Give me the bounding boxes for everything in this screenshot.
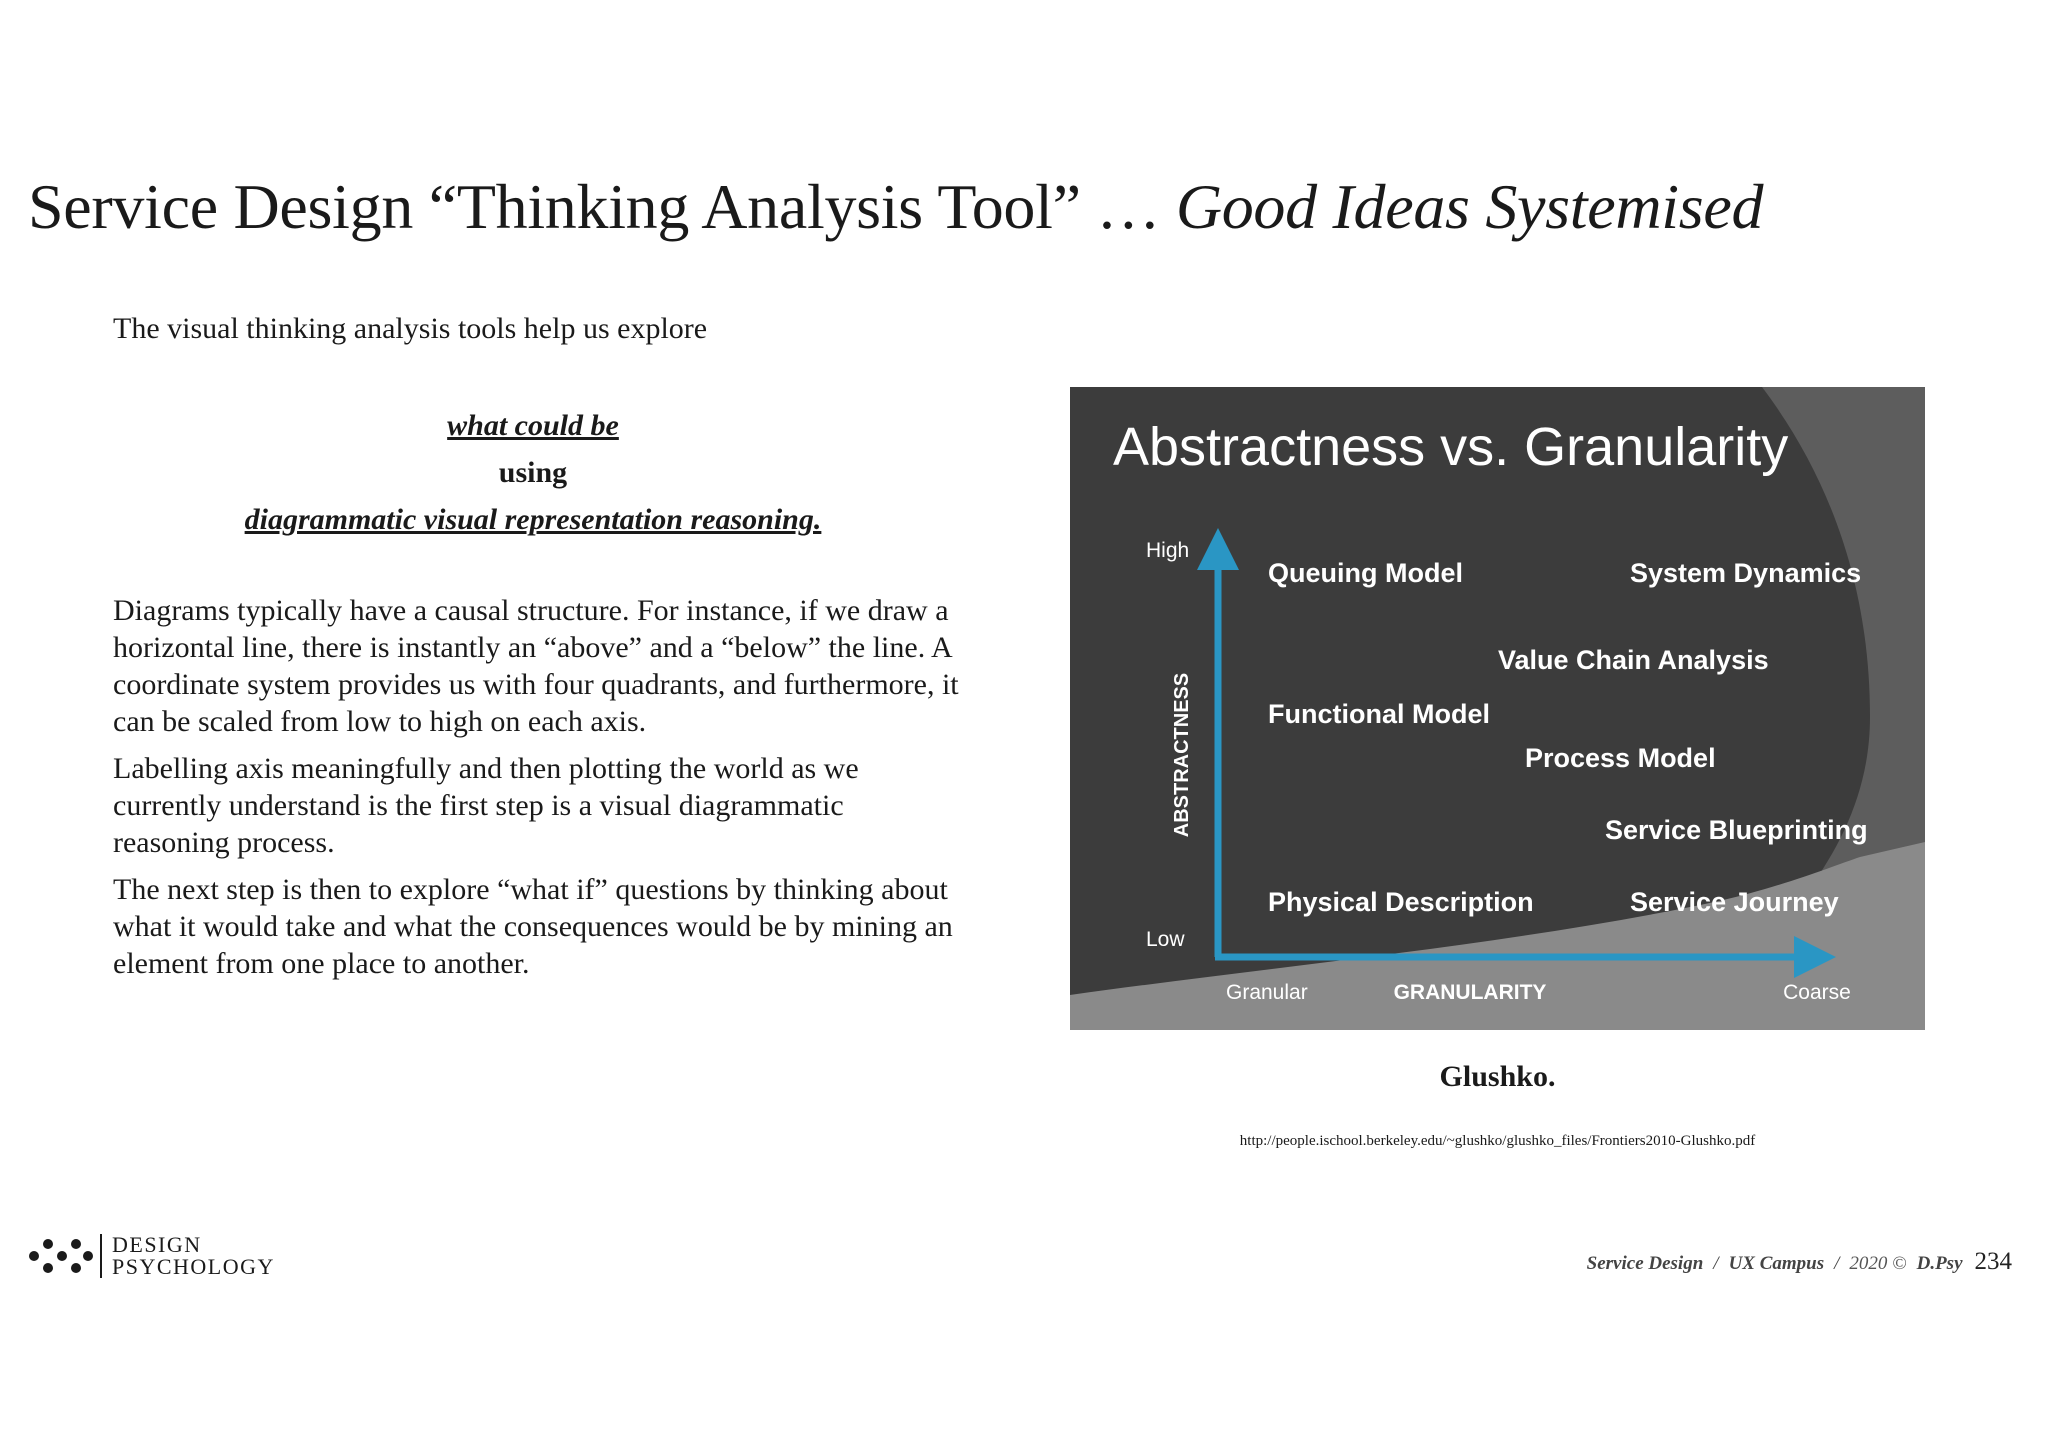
- item-process-model: Process Model: [1525, 743, 1716, 773]
- item-functional-model: Functional Model: [1268, 699, 1490, 729]
- design-psychology-logo: [28, 1234, 275, 1278]
- footer-author: D.Psy: [1916, 1253, 1963, 1274]
- x-right-label: Coarse: [1783, 981, 1851, 1004]
- y-low-label: Low: [1146, 928, 1185, 951]
- emphasis-line-2: using: [498, 456, 568, 489]
- emphasis-line-3: diagrammatic visual representation reasoning.: [244, 503, 822, 536]
- footer-separator: /: [1713, 1253, 1719, 1274]
- paragraph: Diagrams typically have a causal structure. For instance, if we draw a horizontal line, there is instantly an “above” and a “below” the line. A coordinate system provides us with four quadrants, and furthermore, it can be scaled from low to high on each axis.: [113, 594, 959, 738]
- page-number: 234: [1974, 1248, 2012, 1275]
- body-paragraphs: [113, 592, 963, 992]
- y-high-label: High: [1146, 539, 1190, 562]
- item-service-journey: Service Journey: [1630, 887, 1839, 917]
- title-main: Service Design “Thinking Analysis Tool” …: [28, 171, 1176, 242]
- logo-line-2: PSYCHOLOGY: [112, 1254, 275, 1279]
- footer-separator: /: [1834, 1253, 1840, 1274]
- page-title: [28, 170, 1763, 244]
- item-physical-description: Physical Description: [1268, 887, 1534, 917]
- item-system-dynamics: System Dynamics: [1630, 558, 1862, 588]
- footer-campus: UX Campus: [1728, 1253, 1825, 1274]
- footer-year: 2020 ©: [1849, 1253, 1907, 1274]
- footer-course: Service Design: [1586, 1253, 1704, 1274]
- diagram-title: Abstractness vs. Granularity: [1113, 417, 1789, 477]
- footer: [1587, 1248, 2012, 1276]
- source-url: http://people.ischool.berkeley.edu/~glushko/glushko_files/Frontiers2010-Glushko.pdf: [1239, 1133, 1756, 1149]
- emphasis-block: [113, 402, 953, 543]
- logo-line-1: DESIGN: [112, 1232, 202, 1257]
- x-axis-label: GRANULARITY: [1393, 981, 1547, 1004]
- x-left-label: Granular: [1226, 981, 1308, 1004]
- y-axis-label: ABSTRACTNESS: [1171, 672, 1193, 838]
- logo-text: [112, 1234, 275, 1278]
- diagram-caption: Glushko.: [1439, 1060, 1556, 1093]
- logo-divider: [100, 1234, 102, 1278]
- paragraph: The next step is then to explore “what if” questions by thinking about what it would take and what the consequences would be by mining an element from one place to another.: [113, 873, 953, 980]
- abstractness-granularity-diagram: [1070, 387, 1925, 1030]
- emphasis-line-1: what could be: [447, 409, 619, 442]
- item-service-blueprinting: Service Blueprinting: [1605, 815, 1868, 845]
- intro-text: The visual thinking analysis tools help us explore: [113, 312, 708, 345]
- title-italic: Good Ideas Systemised: [1175, 171, 1764, 242]
- logo-dots-icon: [28, 1236, 94, 1276]
- paragraph: Labelling axis meaningfully and then plotting the world as we currently understand is the first step is a visual diagrammatic reasoning process.: [113, 752, 859, 859]
- item-value-chain-analysis: Value Chain Analysis: [1498, 645, 1769, 675]
- item-queuing-model: Queuing Model: [1268, 558, 1463, 588]
